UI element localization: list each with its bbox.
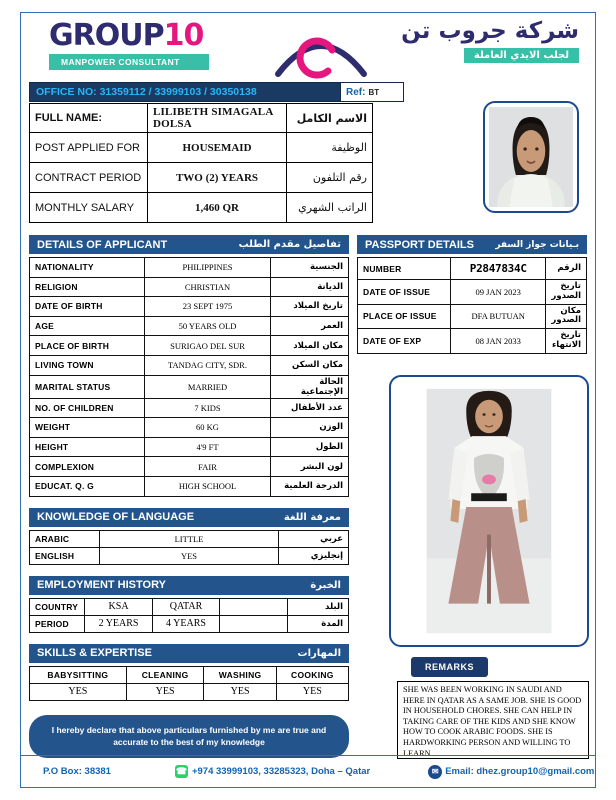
table-row xyxy=(30,193,373,223)
skills-title: SKILLS & EXPERTISE xyxy=(37,647,152,660)
passport-issue-date-arabic: تاريخ الصدور xyxy=(546,280,587,305)
passport-number-label: NUMBER xyxy=(358,258,451,280)
country-arabic: البلد xyxy=(287,598,348,615)
skill-header-babysitting: BABYSITTING xyxy=(30,666,127,683)
document-footer xyxy=(21,755,595,787)
passport-issue-place-arabic: مكان الصدور xyxy=(546,304,587,329)
post-applied-arabic: الوظيفة xyxy=(287,133,373,163)
table-row xyxy=(30,437,349,457)
skill-value-cooking: YES xyxy=(276,683,348,700)
height-arabic: الطول xyxy=(271,437,349,457)
pob-value: SURIGAO DEL SUR xyxy=(145,336,271,356)
skill-value-babysitting: YES xyxy=(30,683,127,700)
contract-period-arabic: رقم التلفون xyxy=(287,163,373,193)
period-label: PERIOD xyxy=(30,615,85,632)
table-row xyxy=(358,304,587,329)
table-row xyxy=(30,683,349,700)
footer-email xyxy=(428,765,594,779)
employment-title-arabic: الخبرة xyxy=(310,579,341,591)
children-value: 7 KIDS xyxy=(145,398,271,418)
passport-issue-place-label: PLACE OF ISSUE xyxy=(358,304,451,329)
arabic-lang-arabic: عربي xyxy=(279,530,349,547)
pobox-text: P.O Box: 38381 xyxy=(43,766,111,777)
declaration-banner: I hereby declare that above particulars furnished by me are true and accurate to the best of my knowledge xyxy=(29,715,349,759)
monthly-salary-label: MONTHLY SALARY xyxy=(30,193,148,223)
height-label: HEIGHT xyxy=(30,437,145,457)
skill-header-cleaning: CLEANING xyxy=(126,666,204,683)
english-lang-arabic: إنجليزي xyxy=(279,547,349,564)
living-town-label: LIVING TOWN xyxy=(30,355,145,375)
education-label: EDUCAT. Q. G xyxy=(30,476,145,496)
age-value: 50 YEARS OLD xyxy=(145,316,271,336)
education-arabic: الدرجة العلمية xyxy=(271,476,349,496)
language-title: KNOWLEDGE OF LANGUAGE xyxy=(37,511,195,524)
skills-title-arabic: المهارات xyxy=(297,647,341,659)
logo-wordmark xyxy=(49,18,219,53)
country-1: KSA xyxy=(85,598,152,615)
skill-value-cleaning: YES xyxy=(126,683,204,700)
period-2: 4 YEARS xyxy=(152,615,219,632)
section-header-language xyxy=(29,508,349,527)
applicant-headshot-photo xyxy=(483,101,579,213)
table-row xyxy=(30,530,349,547)
complexion-label: COMPLEXION xyxy=(30,457,145,477)
post-applied-label: POST APPLIED FOR xyxy=(30,133,148,163)
children-arabic: عدد الأطفال xyxy=(271,398,349,418)
applicant-fullbody-photo xyxy=(389,375,589,647)
english-lang-label: ENGLISH xyxy=(30,547,100,564)
table-row xyxy=(30,666,349,683)
table-row xyxy=(30,398,349,418)
section-header-employment xyxy=(29,576,349,595)
company-logo-right xyxy=(364,19,579,63)
passport-title: PASSPORT DETAILS xyxy=(365,238,474,251)
remarks-tab-label: REMARKS xyxy=(411,657,488,677)
passport-title-arabic: بـيانات جواز السفر xyxy=(495,239,579,250)
cv-sheet xyxy=(20,12,596,788)
applicant-details-title-arabic: تفاصيل مقدم الطلب xyxy=(238,239,341,250)
table-row xyxy=(30,258,349,278)
dob-label: DATE OF BIRTH xyxy=(30,297,145,317)
footer-phone xyxy=(175,765,370,778)
table-row xyxy=(30,355,349,375)
table-row xyxy=(30,375,349,398)
ref-value: BT xyxy=(368,87,380,97)
table-row-fullname xyxy=(30,104,373,133)
country-2: QATAR xyxy=(152,598,219,615)
table-row xyxy=(358,280,587,305)
passport-issue-date-label: DATE OF ISSUE xyxy=(358,280,451,305)
country-3 xyxy=(220,598,287,615)
height-value: 4'9 FT xyxy=(145,437,271,457)
table-row xyxy=(30,547,349,564)
table-row xyxy=(30,336,349,356)
logo-tagline: MANPOWER CONSULTANT xyxy=(49,54,209,70)
monthly-salary-arabic: الراتب الشهري xyxy=(287,193,373,223)
religion-label: RELIGION xyxy=(30,277,145,297)
dob-value: 23 SEPT 1975 xyxy=(145,297,271,317)
children-label: NO. OF CHILDREN xyxy=(30,398,145,418)
pob-arabic: مكان الميلاد xyxy=(271,336,349,356)
contract-period-value: TWO (2) YEARS xyxy=(148,163,287,193)
marital-status-arabic: الحالة الإجتماعية xyxy=(271,375,349,398)
footer-pobox xyxy=(43,766,111,777)
fullname-value: LILIBETH SIMAGALA DOLSA xyxy=(148,104,287,133)
fullname-arabic-label: الاسم الكامل xyxy=(287,104,373,133)
country-label: COUNTRY xyxy=(30,598,85,615)
table-row xyxy=(30,476,349,496)
period-1: 2 YEARS xyxy=(85,615,152,632)
age-label: AGE xyxy=(30,316,145,336)
contract-period-label: CONTRACT PERIOD xyxy=(30,163,148,193)
language-table xyxy=(29,530,349,565)
religion-value: CHRISTIAN xyxy=(145,277,271,297)
employment-title: EMPLOYMENT HISTORY xyxy=(37,579,166,592)
table-row xyxy=(30,163,373,193)
marital-status-value: MARRIED xyxy=(145,375,271,398)
applicant-details-table xyxy=(29,257,349,497)
section-header-passport xyxy=(357,235,587,254)
arch-spiral-logo-icon xyxy=(266,16,376,80)
nationality-label: NATIONALITY xyxy=(30,258,145,278)
table-row xyxy=(30,133,373,163)
nationality-value: PHILIPPINES xyxy=(145,258,271,278)
left-column xyxy=(29,235,349,758)
company-logo-left xyxy=(49,18,219,70)
fullbody-svg xyxy=(395,381,583,641)
passport-number-arabic: الرقم xyxy=(546,258,587,280)
applicant-details-title: DETAILS OF APPLICANT xyxy=(37,238,168,251)
passport-exp-date-label: DATE OF EXP xyxy=(358,329,451,354)
ref-label: Ref: xyxy=(346,86,366,98)
table-row xyxy=(30,418,349,438)
email-text[interactable]: Email: dhez.group10@gmail.com xyxy=(445,766,595,777)
table-row xyxy=(30,297,349,317)
nationality-arabic: الجنسية xyxy=(271,258,349,278)
passport-exp-date-value: 08 JAN 2033 xyxy=(451,329,546,354)
envelope-icon[interactable]: ✉ xyxy=(428,765,442,779)
headshot-svg xyxy=(489,107,573,207)
weight-arabic: الوزن xyxy=(271,418,349,438)
arabic-lang-label: ARABIC xyxy=(30,530,100,547)
skills-table xyxy=(29,666,349,701)
english-lang-value: YES xyxy=(100,547,279,564)
logo-group-text: GROUP xyxy=(49,18,164,53)
phone-text: +974 33999103, 33285323, Doha – Qatar xyxy=(191,766,371,777)
post-applied-value: HOUSEMAID xyxy=(148,133,287,163)
remarks-text-box: SHE WAS BEEN WORKING IN SAUDI AND HERE IN QATAR AS A SAME JOB. SHE IS GOOD IN HOUSEHOLD CHORES. SHE CAN HELP IN TAKING CARE OF THE KIDS AND SHE KNOW HOW TO COOK ARABIC FOODS. SHE IS HARDWORKING PERSON AND WILLING TO LEARN. xyxy=(397,681,589,759)
arabic-lang-value: LITTLE xyxy=(100,530,279,547)
headshot-image xyxy=(489,107,573,207)
weight-value: 60 KG xyxy=(145,418,271,438)
skill-value-washing: YES xyxy=(204,683,276,700)
complexion-value: FAIR xyxy=(145,457,271,477)
fullbody-image xyxy=(395,381,583,641)
language-title-arabic: معرفة اللغة xyxy=(283,511,341,523)
table-row xyxy=(30,316,349,336)
period-arabic: المدة xyxy=(287,615,348,632)
logo-svg xyxy=(266,16,376,80)
arabic-company-title: شركة جروب تن xyxy=(401,18,579,44)
section-header-skills xyxy=(29,644,349,663)
education-value: HIGH SCHOOL xyxy=(145,476,271,496)
passport-exp-date-arabic: تاريخ الانتهاء xyxy=(546,329,587,354)
table-row xyxy=(30,615,349,632)
religion-arabic: الديانة xyxy=(271,277,349,297)
dob-arabic: تاريخ الميلاد xyxy=(271,297,349,317)
weight-label: WEIGHT xyxy=(30,418,145,438)
table-row xyxy=(358,329,587,354)
age-arabic: العمر xyxy=(271,316,349,336)
marital-status-label: MARITAL STATUS xyxy=(30,375,145,398)
top-info-table xyxy=(29,103,373,223)
passport-issue-place-value: DFA BUTUAN xyxy=(451,304,546,329)
arabic-company-subtitle: لجلب الايدي العاملة xyxy=(464,48,579,63)
ref-box xyxy=(340,82,404,102)
living-town-value: TANDAG CITY, SDR. xyxy=(145,355,271,375)
complexion-arabic: لون البشر xyxy=(271,457,349,477)
passport-issue-date-value: 09 JAN 2023 xyxy=(451,280,546,305)
fullname-label: FULL NAME: xyxy=(30,104,148,133)
office-number-text: OFFICE NO: 31359112 / 33999103 / 30350138 xyxy=(36,86,257,98)
passport-details-table xyxy=(357,257,587,354)
table-row xyxy=(30,598,349,615)
period-3 xyxy=(220,615,287,632)
table-row xyxy=(30,277,349,297)
pob-label: PLACE OF BIRTH xyxy=(30,336,145,356)
employment-history-table xyxy=(29,598,349,633)
office-number-bar xyxy=(29,82,373,102)
document-header xyxy=(21,13,595,81)
table-row xyxy=(30,457,349,477)
table-row xyxy=(358,258,587,280)
logo-ten-text: 10 xyxy=(163,18,204,53)
passport-number-value: P2847834C xyxy=(451,258,546,280)
living-town-arabic: مكان السكن xyxy=(271,355,349,375)
whatsapp-icon[interactable]: ☎ xyxy=(175,766,188,776)
skill-header-washing: WASHING xyxy=(204,666,276,683)
monthly-salary-value: 1,460 QR xyxy=(148,193,287,223)
right-column xyxy=(357,235,587,354)
section-header-applicant-details xyxy=(29,235,349,254)
skill-header-cooking: COOKING xyxy=(276,666,348,683)
